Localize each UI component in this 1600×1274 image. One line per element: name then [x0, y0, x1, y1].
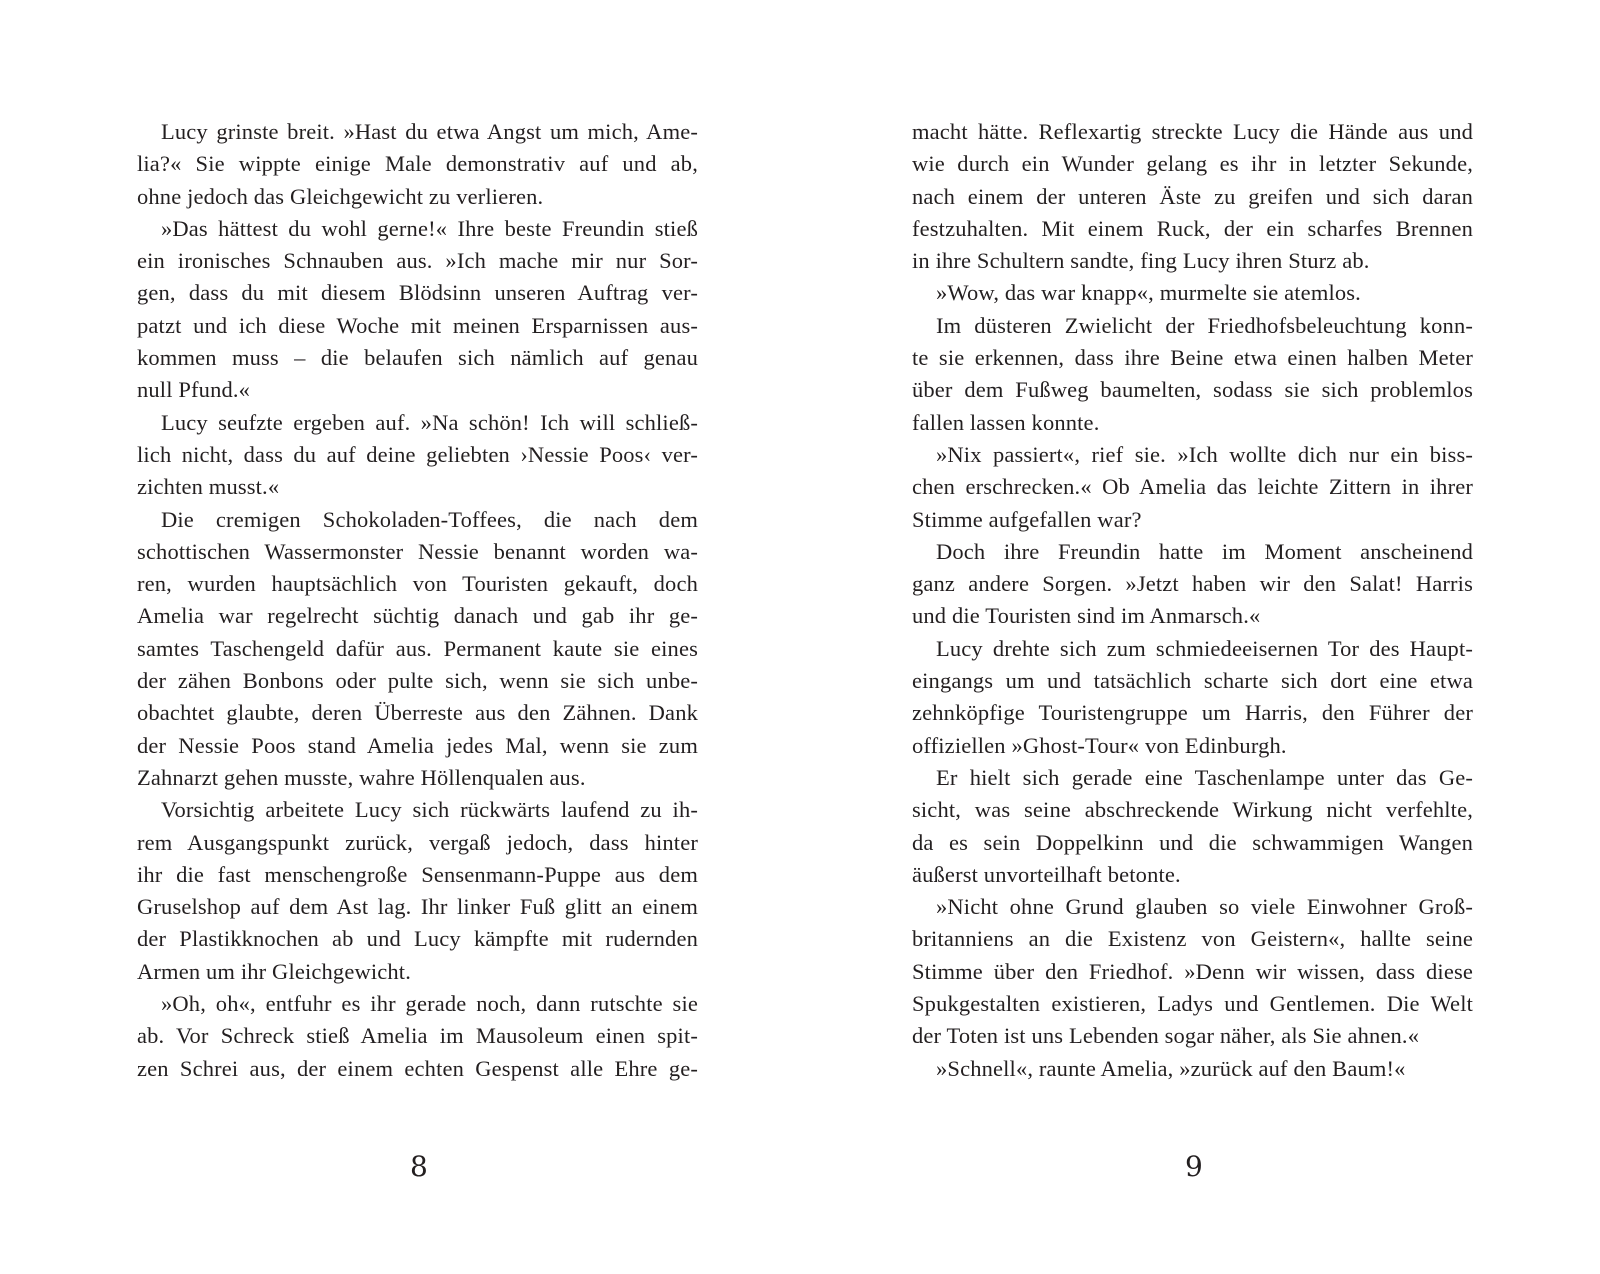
text-line: Lucy seufzte ergeben auf. »Na schön! Ich will schließ-: [161, 409, 698, 435]
page-number-left: 8: [410, 1150, 428, 1183]
text-line: patzt und ich diese Woche mit meinen Ersparnissen aus-: [137, 312, 698, 338]
text-line: da es sein Doppelkinn und die schwammigen Wangen: [912, 829, 1473, 855]
text-line: und die Touristen sind im Anmarsch.«: [912, 603, 1261, 629]
page-number-right: 9: [1185, 1150, 1203, 1183]
text-line: wie durch ein Wunder gelang es ihr in letzter Sekunde,: [912, 151, 1473, 177]
text-line: Lucy drehte sich zum schmiedeeisernen Tor des Haupt-: [936, 635, 1473, 661]
text-line: samtes Taschengeld dafür aus. Permanent kaute sie eines: [137, 635, 698, 661]
text-line: nach einem der unteren Äste zu greifen und sich daran: [912, 183, 1473, 209]
text-line: zehnköpfige Touristengruppe um Harris, den Führer der: [912, 700, 1473, 726]
text-line: ab. Vor Schreck stieß Amelia im Mausoleum einen spit-: [137, 1023, 698, 1049]
text-line: über dem Fußweg baumelten, sodass sie sich problemlos: [912, 377, 1473, 403]
text-line: null Pfund.«: [137, 377, 251, 403]
text-line: kommen muss – die belaufen sich nämlich auf genau: [137, 345, 698, 371]
text-line: Stimme aufgefallen war?: [912, 506, 1142, 532]
text-line: lia?« Sie wippte einige Male demonstrativ auf und ab,: [137, 151, 698, 177]
text-line: Doch ihre Freundin hatte im Moment anscheinend: [936, 538, 1473, 564]
text-line: der Toten ist uns Lebenden sogar näher, als Sie ahnen.«: [912, 1023, 1420, 1049]
text-line: ganz andere Sorgen. »Jetzt haben wir den Salat! Harris: [912, 571, 1473, 597]
text-line: festzuhalten. Mit einem Ruck, der ein scharfes Brennen: [912, 215, 1473, 241]
text-line: chen erschrecken.« Ob Amelia das leichte Zittern in ihrer: [912, 474, 1473, 500]
text-line: ohne jedoch das Gleichgewicht zu verlieren.: [137, 183, 544, 209]
text-line: »Wow, das war knapp«, murmelte sie atemlos.: [936, 280, 1361, 306]
text-line: der zähen Bonbons oder pulte sich, wenn sie sich unbe-: [137, 668, 698, 694]
text-line: Er hielt sich gerade eine Taschenlampe unter das Ge-: [936, 764, 1473, 790]
text-line: gen, dass du mit diesem Blödsinn unseren Auftrag ver-: [137, 280, 698, 306]
text-line: te sie erkennen, dass ihre Beine etwa einen halben Meter: [912, 345, 1473, 371]
text-line: »Oh, oh«, entfuhr es ihr gerade noch, dann rutschte sie: [161, 991, 698, 1017]
text-line: Gruselshop auf dem Ast lag. Ihr linker Fuß glitt an einem: [137, 894, 698, 920]
text-line: eingangs um und tatsächlich scharte sich dort eine etwa: [912, 668, 1473, 694]
text-line: zichten musst.«: [137, 474, 280, 500]
text-line: äußerst unvorteilhaft betonte.: [912, 861, 1181, 887]
text-line: Vorsichtig arbeitete Lucy sich rückwärts laufend zu ih-: [161, 797, 698, 823]
text-line: in ihre Schultern sandte, fing Lucy ihren Sturz ab.: [912, 248, 1370, 274]
text-line: »Das hättest du wohl gerne!« Ihre beste Freundin stieß: [161, 215, 698, 241]
text-line: ihr die fast menschengroße Sensenmann-Puppe aus dem: [137, 861, 698, 887]
text-line: »Nicht ohne Grund glauben so viele Einwohner Groß-: [936, 894, 1473, 920]
text-line: sicht, was seine abschreckende Wirkung nicht verfehlte,: [912, 797, 1473, 823]
text-line: »Schnell«, raunte Amelia, »zurück auf den Baum!«: [936, 1055, 1406, 1081]
text-line: britanniens an die Existenz von Geistern«, hallte seine: [912, 926, 1473, 952]
left-page-text: [137, 116, 698, 1085]
text-line: Zahnarzt gehen musste, wahre Höllenqualen aus.: [137, 764, 586, 790]
text-line: Lucy grinste breit. »Hast du etwa Angst um mich, Ame-: [161, 119, 698, 144]
text-line: obachtet glaubte, deren Überreste aus den Zähnen. Dank: [137, 700, 698, 726]
text-line: lich nicht, dass du auf deine geliebten ›Nessie Poos‹ ver-: [137, 441, 698, 467]
text-line: Stimme über den Friedhof. »Denn wir wissen, dass diese: [912, 958, 1473, 984]
text-line: zen Schrei aus, der einem echten Gespenst alle Ehre ge-: [137, 1055, 698, 1081]
text-line: offiziellen »Ghost-Tour« von Edinburgh.: [912, 732, 1287, 758]
text-line: fallen lassen konnte.: [912, 409, 1100, 435]
text-line: Im düsteren Zwielicht der Friedhofsbeleuchtung konn-: [936, 312, 1473, 338]
text-line: Die cremigen Schokoladen-Toffees, die nach dem: [161, 506, 698, 532]
text-line: macht hätte. Reflexartig streckte Lucy die Hände aus und: [912, 119, 1473, 144]
text-line: Amelia war regelrecht süchtig danach und gab ihr ge-: [137, 603, 698, 629]
text-line: Armen um ihr Gleichgewicht.: [137, 958, 411, 984]
right-page-text: [912, 116, 1473, 1085]
text-line: Spukgestalten existieren, Ladys und Gentlemen. Die Welt: [912, 991, 1473, 1017]
text-line: ein ironisches Schnauben aus. »Ich mache mir nur Sor-: [137, 248, 698, 274]
text-line: ren, wurden hauptsächlich von Touristen gekauft, doch: [137, 571, 698, 597]
text-line: rem Ausgangspunkt zurück, vergaß jedoch, dass hinter: [137, 829, 698, 855]
text-line: der Nessie Poos stand Amelia jedes Mal, wenn sie zum: [137, 732, 698, 758]
text-line: »Nix passiert«, rief sie. »Ich wollte dich nur ein biss-: [936, 441, 1473, 467]
text-line: schottischen Wassermonster Nessie benannt worden wa-: [137, 538, 698, 564]
text-line: der Plastikknochen ab und Lucy kämpfte mit rudernden: [137, 926, 698, 952]
